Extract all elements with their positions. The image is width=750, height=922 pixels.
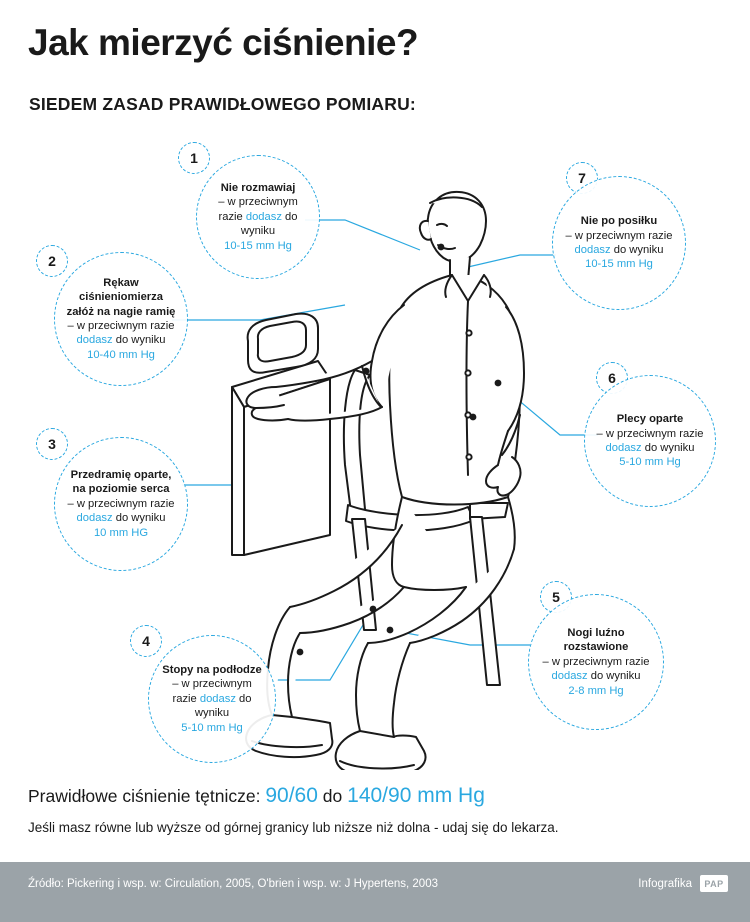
callout-2-value: 10-40 mm Hg [87,348,155,361]
callout-2-bubble [54,252,188,386]
bp-high-value: 140/90 mm Hg [347,784,485,807]
callout-7-title: Nie po posiłku [580,215,658,228]
callout-4-value: 5-10 mm Hg [181,721,243,734]
callout-1-body-post: do wyniku [240,210,298,238]
callout-4-body-post: do wyniku [194,692,252,720]
bp-low-value: 90/60 [265,784,318,807]
bp-separator: do [322,786,343,806]
side-table [232,361,330,555]
callout-5-text [539,626,653,698]
page-subtitle: SIEDEM ZASAD PRAWIDŁOWEGO POMIARU: [29,94,416,114]
callout-3-body-pre: – w przeciwnym razie [67,497,175,510]
callout-1-accent: dodasz [245,210,282,223]
callout-1-text [207,181,309,253]
callout-4-body-pre: – w przeciwnym razie [172,678,252,705]
callout-1-title: Nie rozmawiaj [220,181,296,194]
pap-logo: PAP [700,875,728,892]
callout-2-accent: dodasz [76,334,113,347]
callout-2-body-post: do wyniku [112,334,166,347]
callout-1-body-pre: – w przeciwnym razie [218,196,298,223]
callout-2-body-pre: – w przeciwnym razie [67,320,175,332]
callout-5-value: 2-8 mm Hg [568,684,624,697]
source-text: Źródło: Pickering i wsp. w: Circulation, 2005, O'brien i wsp. w: J Hypertens, 2003 [28,878,438,890]
blood-pressure-monitor [248,314,318,373]
page-title: Jak mierzyć ciśnienie? [28,22,419,63]
callout-7-number: 7 [566,162,598,194]
callout-2-title: Rękaw ciśnieniomierza załóż na nagie ramię [66,276,176,318]
callout-6-accent: dodasz [605,442,642,454]
callout-5-title: Nogi luźno rozstawione [563,626,629,654]
callout-6-value: 5-10 mm Hg [619,456,681,469]
callout-2-number: 2 [36,245,68,277]
bp-label: Prawidłowe ciśnienie tętnicze: [28,786,261,806]
brand-text: Infografika [638,878,692,890]
callout-1-number: 1 [178,142,210,174]
blood-pressure-line [28,784,485,808]
callout-3-accent: dodasz [76,512,113,525]
blood-pressure-note: Jeśli masz równe lub wyższe od górnej granicy lub niższe niż dolna - udaj się do lekarza. [28,820,559,835]
callout-6-body-pre: – w przeciwnym razie [596,427,704,440]
callout-7-body-post: do wyniku [610,244,664,256]
footer-bar [0,862,750,922]
callout-6-bubble [584,375,716,507]
callout-3-number: 3 [36,428,68,460]
callout-7-accent: dodasz [574,244,611,256]
callout-7-bubble [552,176,686,310]
callout-3-bubble [54,437,188,571]
callout-6-title: Plecy oparte [616,413,684,426]
callout-3-title: Przedramię oparte, na poziomie serca [70,468,172,496]
callout-6-text [595,412,705,470]
callout-1-value: 10-15 mm Hg [224,239,292,252]
callout-7-text [563,214,675,272]
callout-2-text [65,276,177,363]
callout-5-number: 5 [540,581,572,613]
callout-6-body-post: do wyniku [641,442,695,454]
callout-3-value: 10 mm HG [93,526,149,539]
callout-3-text [65,468,177,540]
callout-5-accent: dodasz [551,670,588,683]
callout-5-bubble [528,594,664,730]
callout-1-bubble [196,155,320,279]
callout-7-value: 10-15 mm Hg [585,258,653,271]
callout-4-accent: dodasz [199,692,236,705]
callout-7-body-pre: – w przeciwnym razie [565,229,673,242]
callout-4-title: Stopy na podłodze [162,663,262,676]
callout-4-text [159,663,265,735]
callout-5-body-post: do wyniku [587,670,641,683]
callout-3-body-post: do wyniku [112,512,166,525]
callout-4-bubble [148,635,276,763]
callout-4-number: 4 [130,625,162,657]
callout-6-number: 6 [596,362,628,394]
callout-5-body-pre: – w przeciwnym razie [542,655,650,668]
